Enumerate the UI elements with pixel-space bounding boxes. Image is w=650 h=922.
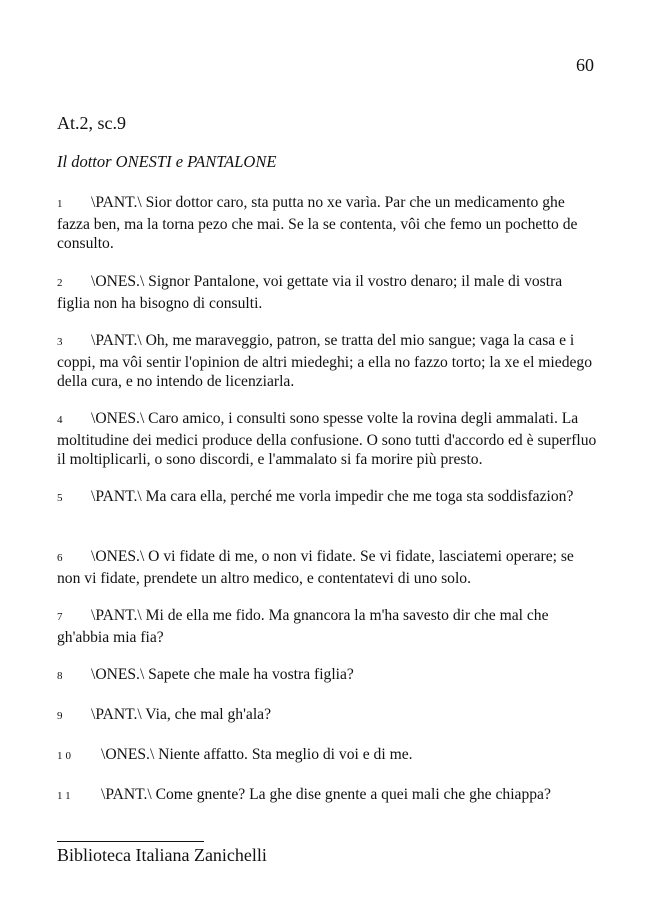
act-scene-heading: At.2, sc.9 [57,113,126,133]
speech-number: 2 [57,277,63,289]
speech-number: 5 [57,492,63,504]
speech-text: \ONES.\ O vi fidate di me, o non vi fidate. Se vi fidate, lasciatemi operare; se non vi fidate, prendete un altro medico, e contentatevi di uno solo. [57,548,574,587]
speech-11 [57,785,597,807]
page-number: 60 [576,55,594,75]
speech-number: 11 [57,790,74,802]
speech-number: 6 [57,552,63,564]
speech-4 [57,409,597,470]
speech-text: \ONES.\ Signor Pantalone, voi gettate via il vostro denaro; il male di vostra figlia non ha bisogno di consulti. [57,273,563,312]
speech-text: \ONES.\ Niente affatto. Sta meglio di voi e di me. [101,746,413,763]
speech-8 [57,665,597,687]
speech-text: \PANT.\ Ma cara ella, perché me vorla impedir che me toga sta soddisfazion? [91,488,574,505]
speech-text: \PANT.\ Come gnente? La ghe dise gnente a quei mali che ghe chiappa? [101,786,551,803]
speech-number: 1 [57,198,63,210]
footer-rule [57,841,204,842]
speech-3 [57,331,597,392]
scene-characters: Il dottor ONESTI e PANTALONE [57,152,277,171]
speech-text: \PANT.\ Oh, me maraveggio, patron, se tratta del mio sangue; vaga la casa e i coppi, ma vôi sentir l'opinion de altri miedeghi; a ella no fazzo torto; la xe el miedego della cura, e no intendo de licenziarla. [57,332,592,391]
speech-text: \ONES.\ Caro amico, i consulti sono spesse volte la rovina degli ammalati. La moltitudine dei medici produce della confusione. O sono tutti d'accordo ed è superfluo il moltiplicarli, o sono discordi, e l'ammalato si fa morire più presto. [57,410,597,469]
speech-1 [57,193,597,254]
speech-6 [57,547,597,588]
footer-publisher: Biblioteca Italiana Zanichelli [57,845,267,865]
speech-number: 9 [57,710,63,722]
speech-text: \PANT.\ Mi de ella me fido. Ma gnancora la m'ha savesto dir che mal che gh'abbia mia fia? [57,607,549,646]
speech-text: \PANT.\ Via, che mal gh'ala? [91,706,272,723]
speech-number: 8 [57,670,63,682]
speech-text: \ONES.\ Sapete che male ha vostra figlia? [91,666,354,683]
speech-2 [57,272,597,313]
speech-7 [57,606,597,647]
speech-10 [57,745,597,767]
speech-5 [57,487,597,509]
speech-number: 3 [57,336,63,348]
speech-9 [57,705,597,727]
speech-number: 10 [57,750,74,762]
speech-number: 7 [57,611,63,623]
speech-text: \PANT.\ Sior dottor caro, sta putta no xe varìa. Par che un medicamento ghe fazza ben, ma la torna pezo che mai. Se la se contenta, vôi che femo un pochetto de consulto. [57,194,578,253]
speech-number: 4 [57,414,63,426]
